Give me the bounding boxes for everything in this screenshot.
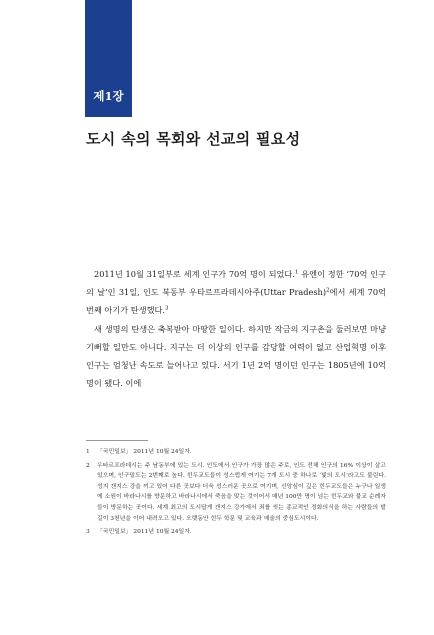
paragraph-1	[86, 265, 386, 320]
chapter-label: 제1장	[93, 89, 124, 103]
footnote-3	[86, 527, 386, 538]
footnote-ref-2[interactable]: 2	[326, 287, 330, 294]
footnote-2	[86, 461, 386, 525]
footnotes	[86, 447, 386, 541]
paragraph-1-part-a: 2011년 10월 31일부로 세계 인구가 70억 명이 되었다.	[94, 269, 295, 279]
body-text	[86, 265, 386, 392]
chapter-title: 도시 속의 목회와 선교의 필요성	[86, 130, 301, 148]
footnote-1	[86, 447, 386, 458]
footnote-number: 2	[86, 462, 90, 469]
footnote-ref-3[interactable]: 3	[165, 305, 169, 312]
footnote-number: 1	[86, 449, 90, 455]
chapter-tab	[85, 0, 132, 117]
footnote-divider	[86, 440, 148, 441]
paragraph-2: 새 생명의 탄생은 축복받아 마땅한 일이다. 하지만 작금의 지구촌을 둘러보면 마냥 기뻐할 일만도 아니다. 지구는 더 이상의 인구를 감당할 여력이 없고 산업혁명 이후 인구는 엄청난 속도로 늘어나고 있다. 서기 1년 2억 명이던 인구는 1805년에 10억 명이 됐다. 이에	[86, 323, 386, 389]
footnote-text: 「국민일보」 2011년 10월 24일자.	[97, 529, 192, 536]
footnote-number: 3	[86, 529, 90, 536]
footnote-text: 「국민일보」 2011년 10월 24일자.	[97, 449, 192, 455]
footnote-ref-1[interactable]: 1	[294, 269, 299, 276]
paragraph-1-part-c: 에서 세계 70억 번째 아기가 탄생했다.	[86, 287, 386, 316]
footnote-text: 우타르프라데시는 주 남동부에 있는 도시. 인도에서 인구가 가장 많은 주로, 인도 전체 인구의 16% 이상이 살고 있으며, 인구밀도는 2번째로 높다. 힌두교도들이 성스럽게 여기는 7개 도시 중 하나로 ‘빛의 도시’라고도 불린다. 성지 갠지스 강을 끼고 있어 다른 곳보다 더욱 성스러운 곳으로 여기며, 신앙심이 깊은 힌두교도들은 누구나 일생에 소원이 바라나시를 방문하고 바라나시에서 죽음을 맞는 것이어서 매년 100만 명이 넘는 힌두교와 불교 순례자들이 방문하는 곳이다. 세계 최고의 도시답게 갠지스 강가에서 죄를 씻는 종교적인 정화의식을 하는 사람들의 발길이 3천년을 이어 내려오고 있다. 오랫동안 힌두 학문 및 교육과 예술의 중심도시이다.	[97, 462, 386, 522]
paragraph-1-part-b: 유엔이 정한 ‘70억 인구의 날’인 31일, 인도 북동부 우타르프라데시아주(Uttar Pradesh)	[86, 269, 386, 298]
